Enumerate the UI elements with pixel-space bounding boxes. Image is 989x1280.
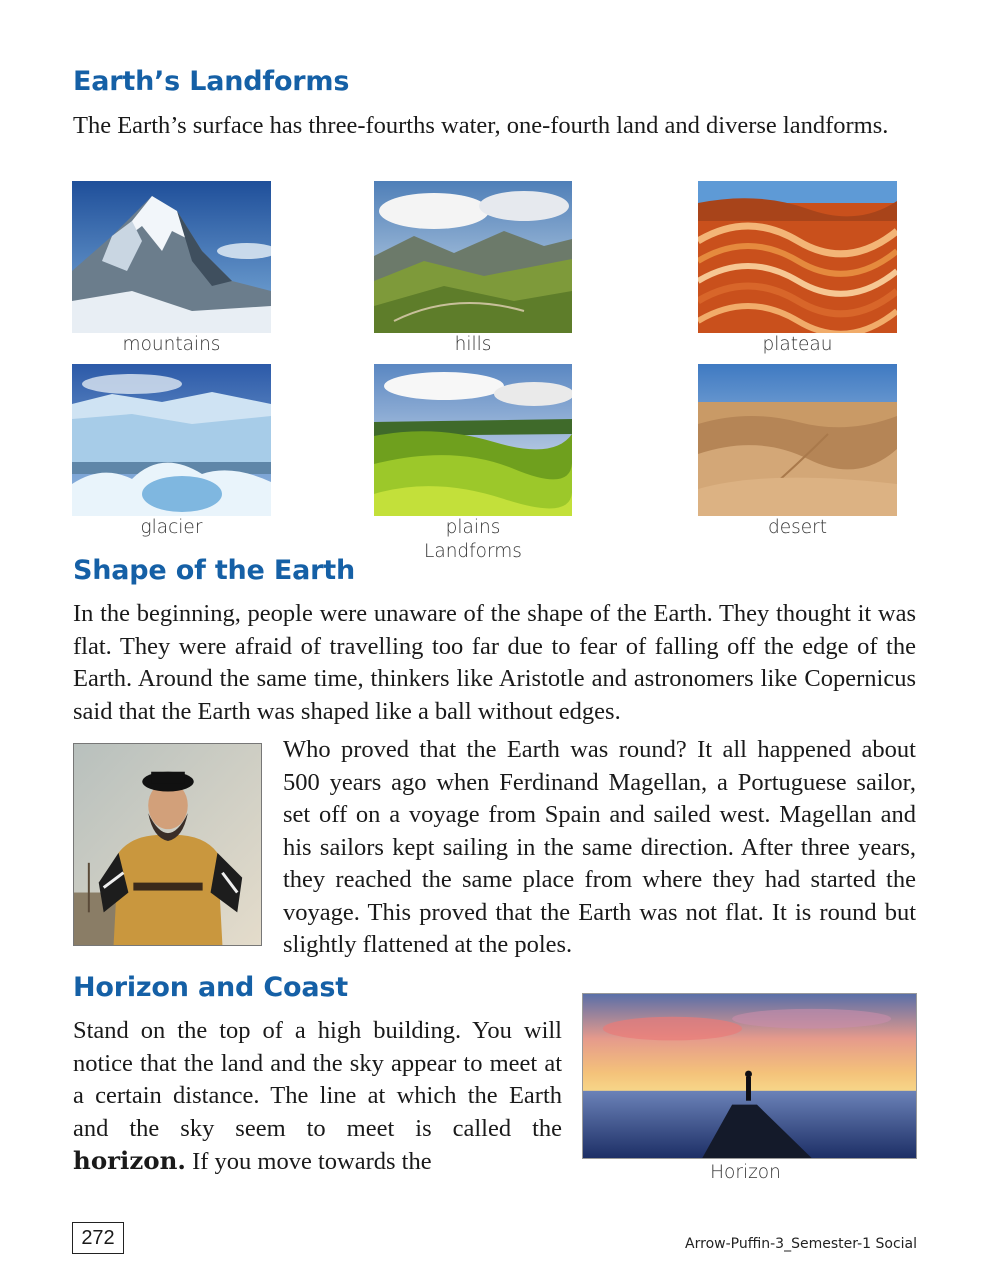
heading-horizon-and-coast: Horizon and Coast: [73, 972, 348, 1003]
shape-paragraph-1: In the beginning, people were unaware of the shape of the Earth. They thought it was flat. They were afraid of travelling too far due to fear of falling off the edge of the Earth. Around the same time, thinkers like Aristotle and astronomers like Copernicus said that the Earth was shaped like a ball without edges.: [73, 600, 916, 725]
plains-image: [374, 364, 572, 516]
caption-desert: desert: [767, 517, 827, 538]
caption-glacier: glacier: [140, 517, 203, 538]
plateau-image: [698, 181, 897, 333]
heading-shape-of-earth: Shape of the Earth: [73, 555, 355, 586]
shape-paragraph-2: Who proved that the Earth was round? It all happened about 500 years ago when Ferdinand Magellan, a Portuguese sailor, set off on a voyage from Spain and sailed west. Magellan and his sailors kept sailing in the same direction. After three years, they reached the same place from where they had started the voyage. This proved that the Earth was not flat. It is round but slightly flattened at the poles.: [283, 736, 916, 958]
page-number: 272: [72, 1222, 124, 1254]
desert-image: [698, 364, 897, 516]
landforms-intro: The Earth’s surface has three-fourths water, one-fourth land and diverse landforms.: [73, 112, 889, 139]
horizon-text-before: Stand on the top of a high building. You will notice that the land and the sky appear to meet at a certain distance. The line at which the Earth and the sky seem to meet is called the: [73, 1017, 562, 1142]
caption-plains: plains: [445, 517, 501, 538]
horizon-text-after: If you move towards the: [185, 1148, 432, 1175]
horizon-image: [582, 993, 917, 1159]
heading-earths-landforms: Earth’s Landforms: [73, 66, 350, 97]
hills-image: [374, 181, 572, 333]
caption-plateau: plateau: [762, 334, 833, 355]
caption-mountains: mountains: [122, 334, 221, 355]
magellan-portrait: [73, 743, 262, 946]
book-title-footer: Arrow-Puffin-3_Semester-1 Social: [685, 1236, 917, 1252]
mountains-image: [72, 181, 271, 333]
horizon-paragraph: [73, 1015, 562, 1179]
figure-caption-landforms: Landforms: [424, 541, 522, 562]
glacier-image: [72, 364, 271, 516]
horizon-keyword: horizon.: [73, 1146, 186, 1175]
caption-hills: hills: [454, 334, 492, 355]
caption-horizon: Horizon: [710, 1162, 781, 1183]
